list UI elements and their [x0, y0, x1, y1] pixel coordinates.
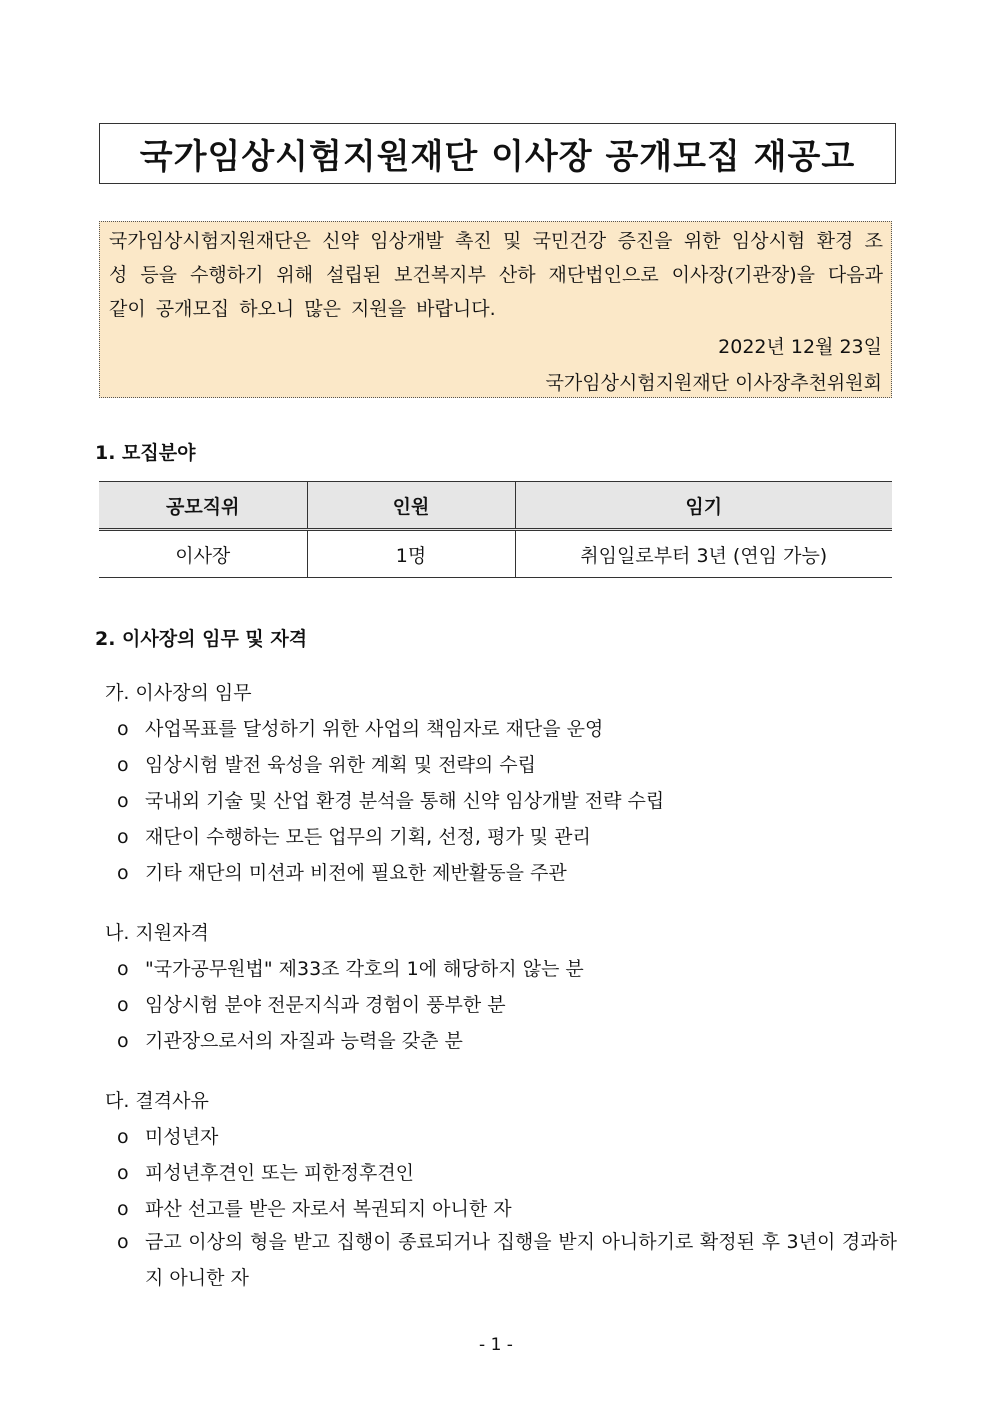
bullet-icon: o [117, 1198, 129, 1220]
bullet-icon: o [117, 826, 129, 848]
list-item: o 기타 재단의 미션과 비전에 필요한 제반활동을 주관 [117, 862, 567, 884]
list-item: o 금고 이상의 형을 받고 집행이 종료되거나 집행을 받지 아니하기로 확정된 후 3년이 경과하지 아니한 자 [117, 1224, 897, 1296]
bullet-icon: o [117, 790, 129, 812]
header-term: 임기 [515, 482, 892, 530]
list-item: o 미성년자 [117, 1126, 219, 1148]
intro-text: 국가임상시험지원재단은 신약 임상개발 촉진 및 국민건강 증진을 위한 임상시험 환경 조성 등을 수행하기 위해 설립된 보건복지부 산하 재단법인으로 이사장(기관장)을 다음과 같이 공개모집 하오니 많은 지원을 바랍니다. [109, 230, 883, 320]
page-number: - 1 - [479, 1335, 513, 1355]
intro-organization: 국가임상시험지원재단 이사장추천위원회 [545, 372, 882, 394]
page-title: 국가임상시험지원재단 이사장 공개모집 재공고 [99, 123, 896, 184]
bullet-icon: o [117, 1231, 129, 1253]
header-position: 공모직위 [99, 482, 307, 530]
bullet-icon: o [117, 718, 129, 740]
table-header-row [99, 482, 892, 530]
bullet-icon: o [117, 862, 129, 884]
table-row [99, 530, 892, 578]
bullet-icon: o [117, 1126, 129, 1148]
intro-box [99, 221, 892, 398]
intro-date: 2022년 12월 23일 [718, 336, 882, 358]
bullet-icon: o [117, 958, 129, 980]
qualifications-title: 나. 지원자격 [105, 922, 209, 944]
cell-position: 이사장 [99, 530, 307, 578]
bullet-icon: o [117, 994, 129, 1016]
list-item: o 사업목표를 달성하기 위한 사업의 책임자로 재단을 운영 [117, 718, 604, 740]
bullet-icon: o [117, 754, 129, 776]
list-item: o 피성년후견인 또는 피한정후견인 [117, 1162, 415, 1184]
list-item: o "국가공무원법" 제33조 각호의 1에 해당하지 않는 분 [117, 958, 584, 980]
cell-headcount: 1명 [307, 530, 515, 578]
list-item: o 파산 선고를 받은 자로서 복권되지 아니한 자 [117, 1198, 512, 1220]
duties-title: 가. 이사장의 임무 [105, 682, 252, 704]
cell-term: 취임일로부터 3년 (연임 가능) [515, 530, 892, 578]
list-item: o 재단이 수행하는 모든 업무의 기획, 선정, 평가 및 관리 [117, 826, 591, 848]
list-item: o 임상시험 분야 전문지식과 경험이 풍부한 분 [117, 994, 506, 1016]
recruitment-table [99, 481, 892, 578]
bullet-icon: o [117, 1030, 129, 1052]
header-headcount: 인원 [307, 482, 515, 530]
section-2-heading: 2. 이사장의 임무 및 자격 [95, 628, 308, 650]
list-item: o 국내외 기술 및 산업 환경 분석을 통해 신약 임상개발 전략 수립 [117, 790, 665, 812]
list-item: o 임상시험 발전 육성을 위한 계획 및 전략의 수립 [117, 754, 537, 776]
section-1-heading: 1. 모집분야 [95, 442, 196, 464]
bullet-icon: o [117, 1162, 129, 1184]
list-item: o 기관장으로서의 자질과 능력을 갖춘 분 [117, 1030, 463, 1052]
disqualifications-title: 다. 결격사유 [105, 1090, 209, 1112]
